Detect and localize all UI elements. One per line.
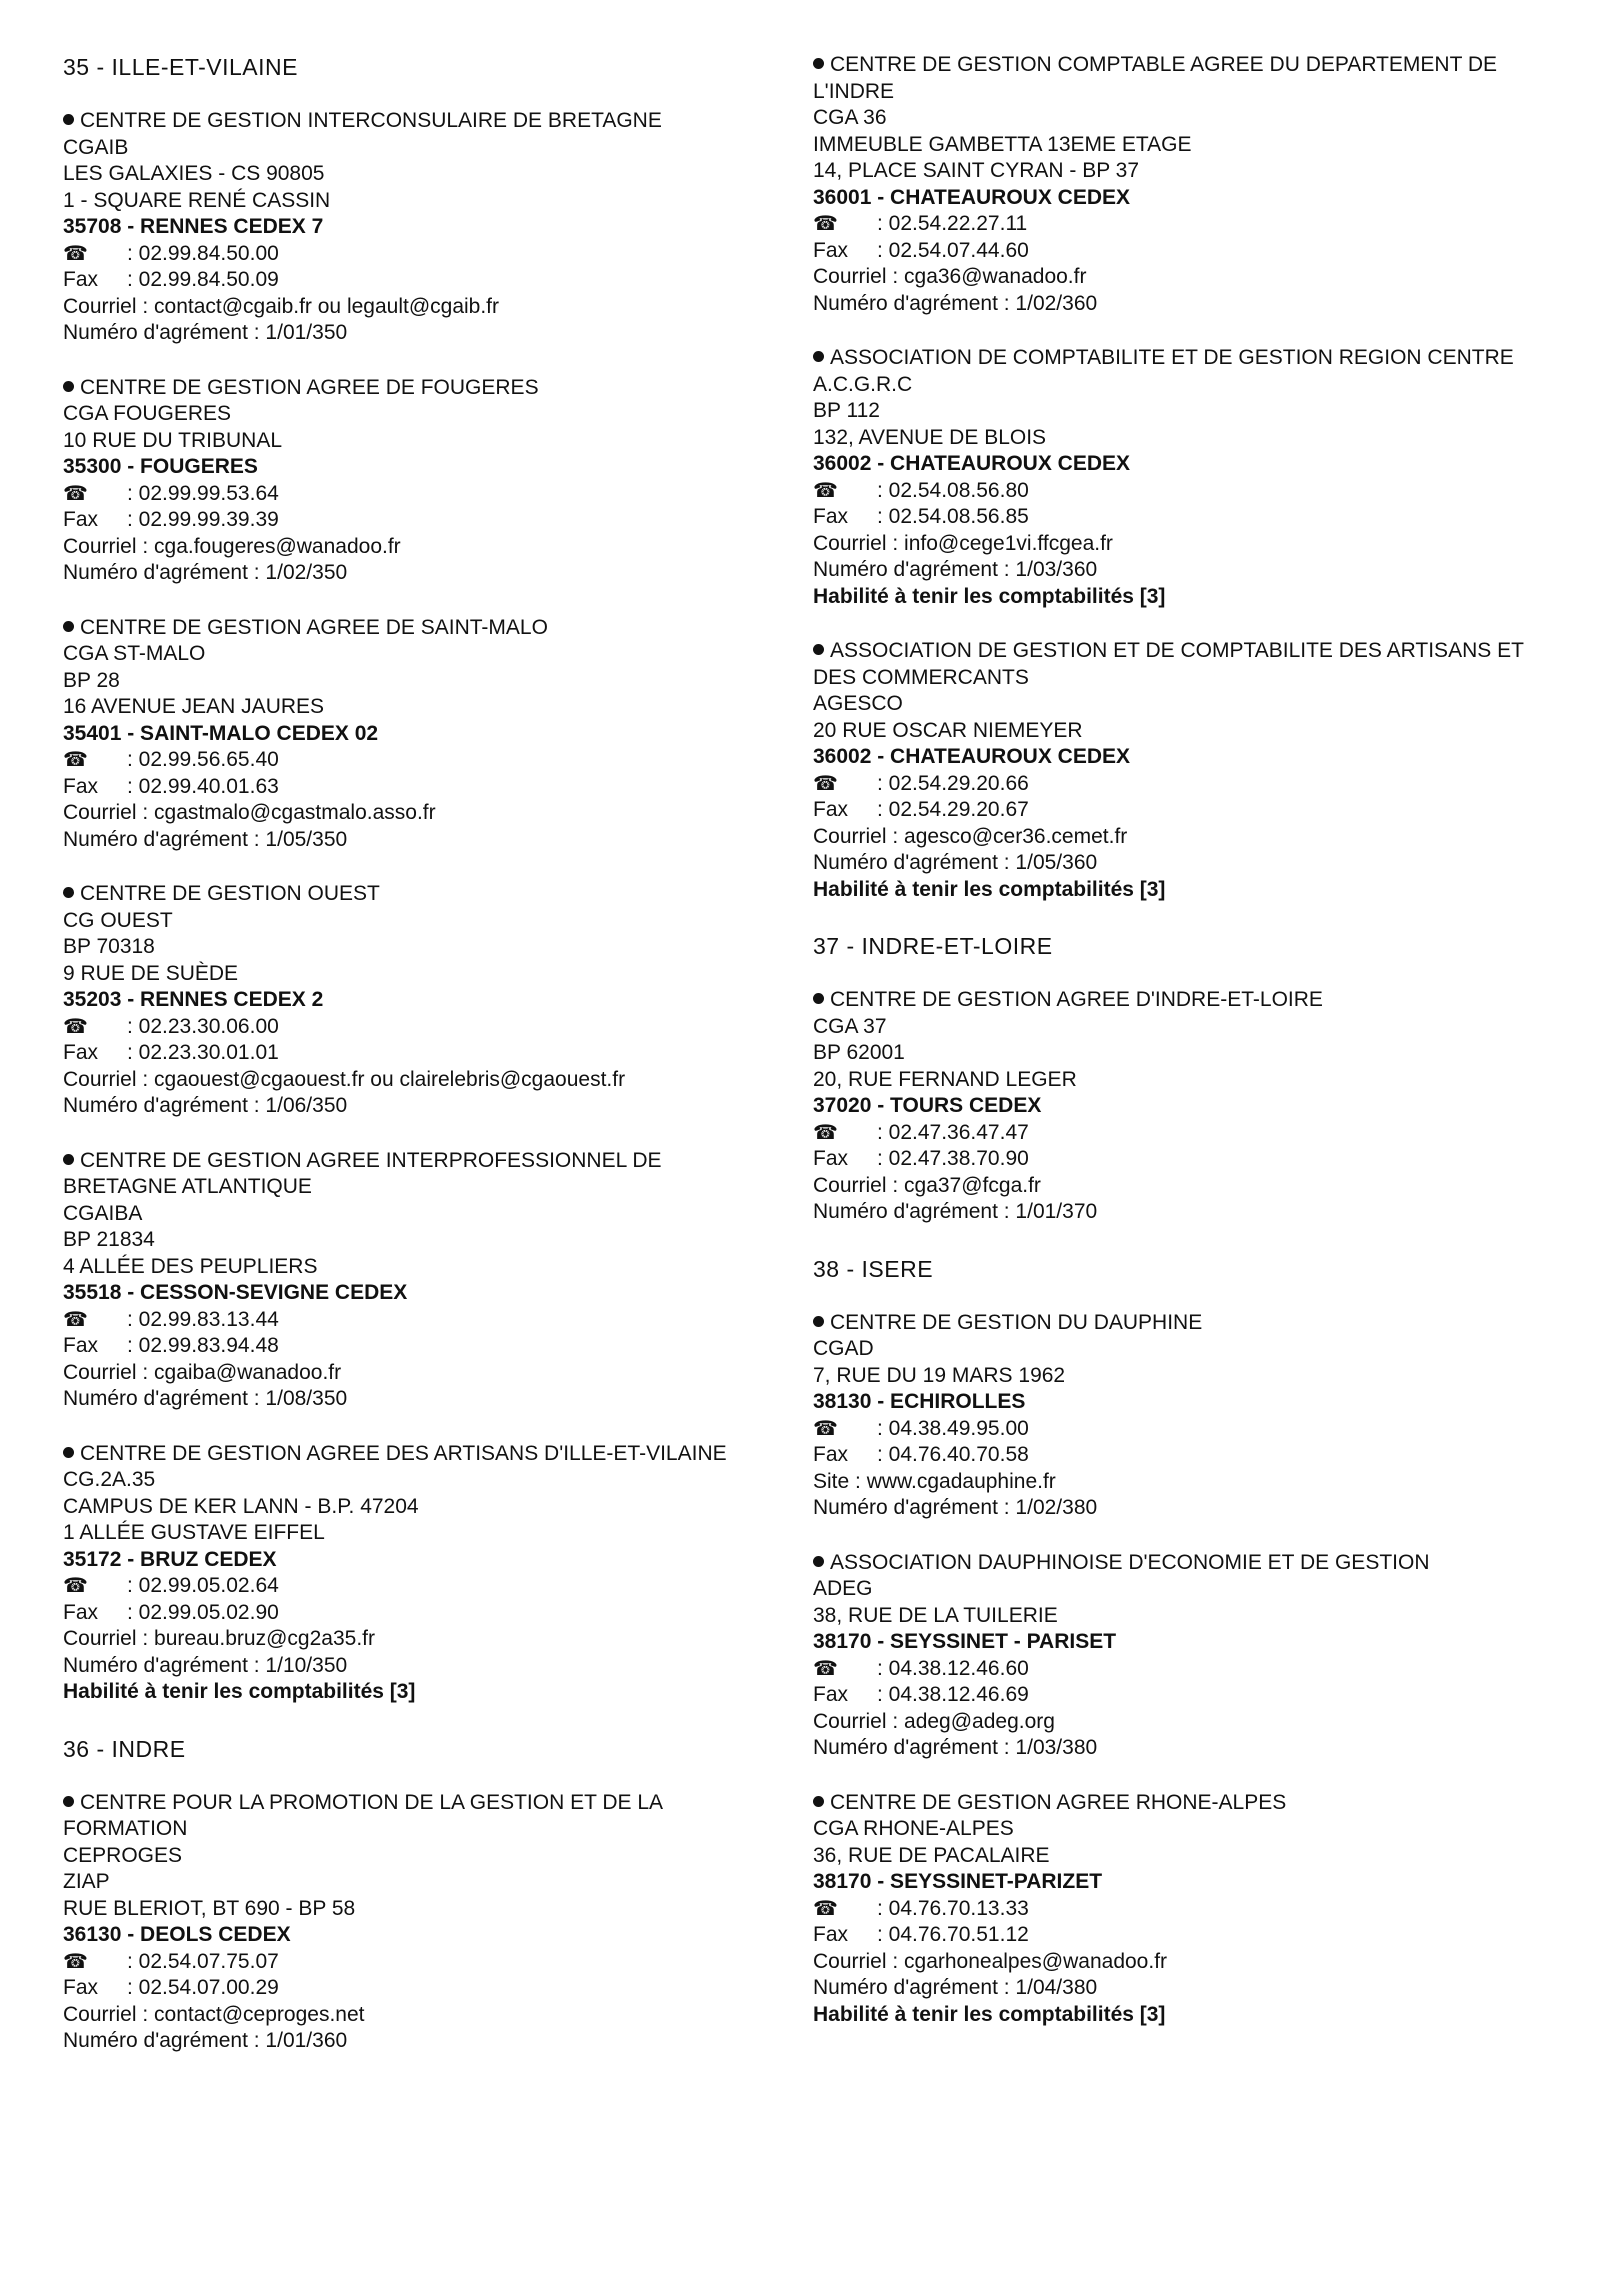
address-line: CAMPUS DE KER LANN - B.P. 47204 <box>63 1494 419 1518</box>
city-line: 36002 - CHATEAUROUX CEDEX <box>813 745 1131 768</box>
directory-entry <box>63 1148 763 1413</box>
phone-line <box>63 241 763 268</box>
phone-icon: ☎ <box>813 479 838 502</box>
agrement-number: Numéro d'agrément : 1/02/350 <box>63 561 348 584</box>
address-line: CEPROGES <box>63 1843 183 1867</box>
agrement-number: Numéro d'agrément : 1/01/360 <box>63 2029 348 2052</box>
contact-line: Courriel : info@cege1vi.ffcgea.fr <box>813 531 1113 555</box>
address-line: LES GALAXIES - CS 90805 <box>63 162 325 185</box>
address-line: BP 112 <box>813 399 880 422</box>
contact-line: Courriel : cgarhonealpes@wanadoo.fr <box>813 1949 1168 1973</box>
directory-entry <box>813 1550 1533 1762</box>
entry-name: CENTRE DE GESTION DU DAUPHINE <box>830 1310 1203 1334</box>
phone-line <box>813 1656 1533 1683</box>
address-line: CGA 36 <box>813 106 887 129</box>
fax-label: Fax <box>63 1976 99 1999</box>
fax-line <box>63 774 763 801</box>
address-line: 38, RUE DE LA TUILERIE <box>813 1603 1058 1627</box>
address-line: 10 RUE DU TRIBUNAL <box>63 428 283 452</box>
bullet-icon <box>813 351 824 362</box>
fax-label: Fax <box>63 1041 99 1064</box>
bullet-icon <box>63 1796 74 1807</box>
entry-name-line <box>63 108 763 135</box>
entry-name-line <box>813 1310 1533 1337</box>
address-line: 7, RUE DU 19 MARS 1962 <box>813 1363 1066 1387</box>
phone-line <box>63 1573 763 1600</box>
fax-label: Fax <box>63 1600 99 1624</box>
phone-number: : 02.99.83.13.44 <box>127 1307 279 1331</box>
address-line: BP 62001 <box>813 1041 905 1064</box>
phone-icon: ☎ <box>63 1950 88 1973</box>
left-column <box>63 52 763 2083</box>
city-line: 36001 - CHATEAUROUX CEDEX <box>813 185 1131 209</box>
address-line: CG OUEST <box>63 908 173 932</box>
bullet-icon <box>813 644 824 655</box>
city-line: 37020 - TOURS CEDEX <box>813 1094 1042 1117</box>
entry-name: CENTRE DE GESTION AGREE RHONE-ALPES <box>830 1790 1287 1814</box>
directory-entry <box>813 52 1533 317</box>
habilite-note: Habilité à tenir les comptabilités [3] <box>813 2002 1166 2026</box>
fax-line <box>63 1040 763 1067</box>
bullet-icon <box>63 1447 74 1458</box>
entry-name: CENTRE DE GESTION AGREE DES ARTISANS D'ILLE-ET-VILAINE <box>80 1441 727 1465</box>
phone-number: : 02.47.36.47.47 <box>877 1120 1029 1144</box>
address-line: CG.2A.35 <box>63 1468 156 1491</box>
fax-line <box>813 504 1533 531</box>
fax-label: Fax <box>63 774 99 798</box>
address-line: CGA 37 <box>813 1014 887 1038</box>
contact-line: Courriel : bureau.bruz@cg2a35.fr <box>63 1627 375 1650</box>
entry-name-line <box>63 375 763 402</box>
fax-label: Fax <box>63 1334 99 1357</box>
entry-name: CENTRE DE GESTION AGREE D'INDRE-ET-LOIRE <box>830 988 1323 1011</box>
entry-name-line <box>63 881 763 908</box>
section-heading: 38 - ISERE <box>813 1255 934 1282</box>
entry-name: ASSOCIATION DE COMPTABILITE ET DE GESTION REGION CENTRE <box>830 346 1514 369</box>
phone-number: : 02.99.56.65.40 <box>127 748 279 771</box>
bullet-icon <box>813 1556 824 1567</box>
agrement-number: Numéro d'agrément : 1/05/350 <box>63 827 348 851</box>
fax-line <box>813 1442 1533 1469</box>
city-line: 36002 - CHATEAUROUX CEDEX <box>813 452 1131 475</box>
habilite-note: Habilité à tenir les comptabilités [3] <box>813 584 1166 608</box>
bullet-icon <box>63 114 74 125</box>
contact-line: Courriel : agesco@cer36.cemet.fr <box>813 824 1128 848</box>
address-line: BP 70318 <box>63 935 155 958</box>
phone-number: : 02.99.05.02.64 <box>127 1574 279 1597</box>
phone-number: : 02.54.29.20.66 <box>877 771 1029 795</box>
address-line: ZIAP <box>63 1870 110 1893</box>
directory-entry <box>813 1790 1533 2029</box>
city-line: 35203 - RENNES CEDEX 2 <box>63 988 324 1011</box>
phone-number: : 04.38.49.95.00 <box>877 1416 1029 1440</box>
address-line: IMMEUBLE GAMBETTA 13EME ETAGE <box>813 132 1192 156</box>
phone-line <box>63 747 763 774</box>
address-line: CGAIBA <box>63 1201 143 1225</box>
entry-name: CENTRE DE GESTION AGREE INTERPROFESSIONNEL DE BRETAGNE ATLANTIQUE <box>63 1148 662 1198</box>
directory-entry <box>813 638 1533 903</box>
phone-icon: ☎ <box>63 1015 88 1038</box>
contact-line: Courriel : cgaiba@wanadoo.fr <box>63 1360 342 1384</box>
agrement-number: Numéro d'agrément : 1/06/350 <box>63 1094 348 1117</box>
fax-number: : 02.54.07.44.60 <box>877 238 1029 262</box>
fax-label: Fax <box>813 505 849 528</box>
agrement-number: Numéro d'agrément : 1/04/380 <box>813 1976 1098 1999</box>
phone-line <box>813 211 1533 238</box>
phone-icon: ☎ <box>63 749 88 771</box>
fax-number: : 02.47.38.70.90 <box>877 1147 1029 1170</box>
fax-label: Fax <box>813 1923 849 1946</box>
address-line: BP 28 <box>63 668 120 692</box>
bullet-icon <box>813 993 824 1004</box>
fax-number: : 02.99.05.02.90 <box>127 1600 279 1624</box>
address-line: CGA RHONE-ALPES <box>813 1817 1014 1840</box>
phone-number: : 04.76.70.13.33 <box>877 1896 1029 1920</box>
phone-icon: ☎ <box>813 213 838 235</box>
phone-line <box>63 1014 763 1041</box>
fax-number: : 02.99.83.94.48 <box>127 1334 279 1357</box>
address-line: 36, RUE DE PACALAIRE <box>813 1843 1050 1867</box>
fax-number: : 02.54.07.00.29 <box>127 1976 279 1999</box>
address-line: 4 ALLÉE DES PEUPLIERS <box>63 1254 318 1278</box>
fax-number: : 02.54.08.56.85 <box>877 505 1029 528</box>
phone-line <box>813 478 1533 505</box>
fax-label: Fax <box>813 798 849 821</box>
entry-name: CENTRE DE GESTION INTERCONSULAIRE DE BRETAGNE <box>80 109 662 132</box>
directory-entry <box>63 1441 763 1706</box>
agrement-number: Numéro d'agrément : 1/01/350 <box>63 321 348 344</box>
phone-number: : 02.54.08.56.80 <box>877 478 1029 502</box>
bullet-icon <box>813 1316 824 1327</box>
entry-name-line <box>813 345 1533 372</box>
phone-icon: ☎ <box>813 1657 838 1680</box>
address-line: 132, AVENUE DE BLOIS <box>813 425 1047 449</box>
fax-line <box>63 1600 763 1627</box>
phone-icon: ☎ <box>813 1121 838 1144</box>
entry-name-line <box>63 615 763 642</box>
agrement-number: Numéro d'agrément : 1/02/380 <box>813 1496 1098 1519</box>
fax-number: : 04.38.12.46.69 <box>877 1683 1029 1706</box>
directory-entry <box>63 615 763 854</box>
contact-line: Courriel : cga37@fcga.fr <box>813 1173 1041 1197</box>
phone-number: : 02.23.30.06.00 <box>127 1014 279 1038</box>
address-line: AGESCO <box>813 692 903 715</box>
fax-label: Fax <box>813 1683 849 1706</box>
entry-name-line <box>813 1790 1533 1817</box>
entry-name-line <box>813 52 1533 105</box>
address-line: CGA ST-MALO <box>63 642 206 665</box>
entry-name-line <box>813 1550 1533 1577</box>
phone-line <box>813 1120 1533 1147</box>
phone-number: : 02.54.22.27.11 <box>877 212 1028 235</box>
fax-label: Fax <box>813 238 849 262</box>
phone-number: : 04.38.12.46.60 <box>877 1656 1029 1680</box>
directory-entry <box>63 881 763 1120</box>
habilite-note: Habilité à tenir les comptabilités [3] <box>63 1680 416 1703</box>
fax-number: : 04.76.40.70.58 <box>877 1443 1029 1466</box>
phone-line <box>63 481 763 508</box>
address-line: 1 - SQUARE RENÉ CASSIN <box>63 188 331 212</box>
phone-icon: ☎ <box>63 242 88 265</box>
phone-icon: ☎ <box>63 1308 88 1331</box>
agrement-number: Numéro d'agrément : 1/05/360 <box>813 851 1098 874</box>
bullet-icon <box>63 381 74 392</box>
fax-label: Fax <box>813 1443 849 1466</box>
entry-name: CENTRE DE GESTION AGREE DE SAINT-MALO <box>80 615 548 639</box>
directory-entry <box>813 1310 1533 1522</box>
phone-line <box>63 1949 763 1976</box>
directory-entry <box>813 345 1533 610</box>
address-line: ADEG <box>813 1577 873 1600</box>
phone-icon: ☎ <box>63 1575 88 1597</box>
city-line: 35708 - RENNES CEDEX 7 <box>63 215 324 238</box>
fax-number: : 02.99.99.39.39 <box>127 508 279 531</box>
entry-name-line <box>63 1148 763 1201</box>
address-line: 20 RUE OSCAR NIEMEYER <box>813 718 1083 742</box>
habilite-note: Habilité à tenir les comptabilités [3] <box>813 877 1166 901</box>
fax-number: : 02.99.40.01.63 <box>127 774 279 798</box>
fax-label: Fax <box>63 508 99 531</box>
address-line: CGAIB <box>63 135 129 159</box>
agrement-number: Numéro d'agrément : 1/01/370 <box>813 1200 1098 1223</box>
fax-label: Fax <box>63 268 99 291</box>
city-line: 35401 - SAINT-MALO CEDEX 02 <box>63 721 379 745</box>
fax-line <box>63 1975 763 2002</box>
section-heading: 36 - INDRE <box>63 1735 186 1762</box>
contact-line: Courriel : contact@ceproges.net <box>63 2002 365 2026</box>
fax-line <box>63 267 763 294</box>
address-line: 20, RUE FERNAND LEGER <box>813 1067 1077 1091</box>
contact-line: Courriel : cgastmalo@cgastmalo.asso.fr <box>63 801 436 824</box>
phone-line <box>813 1896 1533 1923</box>
entry-name: ASSOCIATION DE GESTION ET DE COMPTABILITE DES ARTISANS ET DES COMMERCANTS <box>813 639 1524 689</box>
phone-line <box>813 1416 1533 1443</box>
fax-number: : 02.23.30.01.01 <box>127 1041 279 1064</box>
city-line: 38170 - SEYSSINET-PARIZET <box>813 1870 1103 1893</box>
phone-line <box>63 1307 763 1334</box>
address-line: 9 RUE DE SUÈDE <box>63 961 239 985</box>
section-heading: 37 - INDRE-ET-LOIRE <box>813 933 1053 959</box>
contact-line: Courriel : cga36@wanadoo.fr <box>813 265 1087 288</box>
phone-icon: ☎ <box>813 1897 838 1920</box>
fax-line <box>813 797 1533 824</box>
bullet-icon <box>63 887 74 898</box>
phone-number: : 02.99.84.50.00 <box>127 241 279 265</box>
fax-number: : 02.54.29.20.67 <box>877 798 1029 821</box>
phone-number: : 02.99.99.53.64 <box>127 481 279 505</box>
agrement-number: Numéro d'agrément : 1/08/350 <box>63 1387 348 1410</box>
city-line: 35300 - FOUGERES <box>63 455 258 478</box>
directory-entry <box>63 1790 763 2055</box>
agrement-number: Numéro d'agrément : 1/10/350 <box>63 1653 348 1677</box>
directory-entry <box>63 108 763 347</box>
entry-name: CENTRE POUR LA PROMOTION DE LA GESTION ET DE LA FORMATION <box>63 1790 662 1840</box>
bullet-icon <box>63 1154 74 1165</box>
phone-line <box>813 771 1533 798</box>
fax-line <box>813 1682 1533 1709</box>
agrement-number: Numéro d'agrément : 1/02/360 <box>813 291 1098 315</box>
right-column <box>813 52 1533 2056</box>
city-line: 36130 - DEOLS CEDEX <box>63 1923 291 1946</box>
fax-line <box>63 507 763 534</box>
bullet-icon <box>813 1796 824 1807</box>
phone-icon: ☎ <box>813 1417 838 1440</box>
contact-line: Courriel : adeg@adeg.org <box>813 1709 1055 1733</box>
agrement-number: Numéro d'agrément : 1/03/360 <box>813 558 1098 581</box>
city-line: 35172 - BRUZ CEDEX <box>63 1547 277 1571</box>
fax-number: : 04.76.70.51.12 <box>877 1923 1029 1946</box>
agrement-number: Numéro d'agrément : 1/03/380 <box>813 1736 1098 1759</box>
contact-line: Site : www.cgadauphine.fr <box>813 1469 1056 1493</box>
city-line: 35518 - CESSON-SEVIGNE CEDEX <box>63 1281 408 1304</box>
directory-entry <box>63 375 763 587</box>
phone-number: : 02.54.07.75.07 <box>127 1949 279 1973</box>
entry-name: CENTRE DE GESTION AGREE DE FOUGERES <box>80 375 539 399</box>
fax-line <box>813 238 1533 265</box>
entry-name-line <box>63 1441 763 1468</box>
fax-line <box>813 1922 1533 1949</box>
address-line: CGAD <box>813 1337 874 1360</box>
address-line: A.C.G.R.C <box>813 372 913 396</box>
address-line: BP 21834 <box>63 1228 155 1251</box>
contact-line: Courriel : contact@cgaib.fr ou legault@cgaib.fr <box>63 294 500 318</box>
fax-number: : 02.99.84.50.09 <box>127 268 279 291</box>
address-line: RUE BLERIOT, BT 690 - BP 58 <box>63 1896 356 1920</box>
entry-name-line <box>813 987 1533 1014</box>
entry-name-line <box>813 638 1533 691</box>
contact-line: Courriel : cga.fougeres@wanadoo.fr <box>63 534 401 558</box>
phone-icon: ☎ <box>813 772 838 795</box>
city-line: 38170 - SEYSSINET - PARISET <box>813 1630 1117 1653</box>
fax-line <box>813 1146 1533 1173</box>
address-line: 16 AVENUE JEAN JAURES <box>63 695 325 718</box>
city-line: 38130 - ECHIROLLES <box>813 1390 1026 1413</box>
entry-name: CENTRE DE GESTION COMPTABLE AGREE DU DEPARTEMENT DE L'INDRE <box>813 53 1498 103</box>
bullet-icon <box>63 621 74 632</box>
entry-name-line <box>63 1790 763 1843</box>
bullet-icon <box>813 58 824 69</box>
entry-name: ASSOCIATION DAUPHINOISE D'ECONOMIE ET DE GESTION <box>830 1550 1430 1574</box>
section-heading: 35 - ILLE-ET-VILAINE <box>63 54 298 80</box>
fax-label: Fax <box>813 1147 849 1170</box>
address-line: 1 ALLÉE GUSTAVE EIFFEL <box>63 1521 325 1544</box>
address-line: CGA FOUGERES <box>63 402 232 425</box>
fax-line <box>63 1333 763 1360</box>
entry-name: CENTRE DE GESTION OUEST <box>80 882 380 905</box>
phone-icon: ☎ <box>63 482 88 505</box>
directory-entry <box>813 987 1533 1226</box>
address-line: 14, PLACE SAINT CYRAN - BP 37 <box>813 159 1140 182</box>
contact-line: Courriel : cgaouest@cgaouest.fr ou clairelebris@cgaouest.fr <box>63 1067 626 1091</box>
